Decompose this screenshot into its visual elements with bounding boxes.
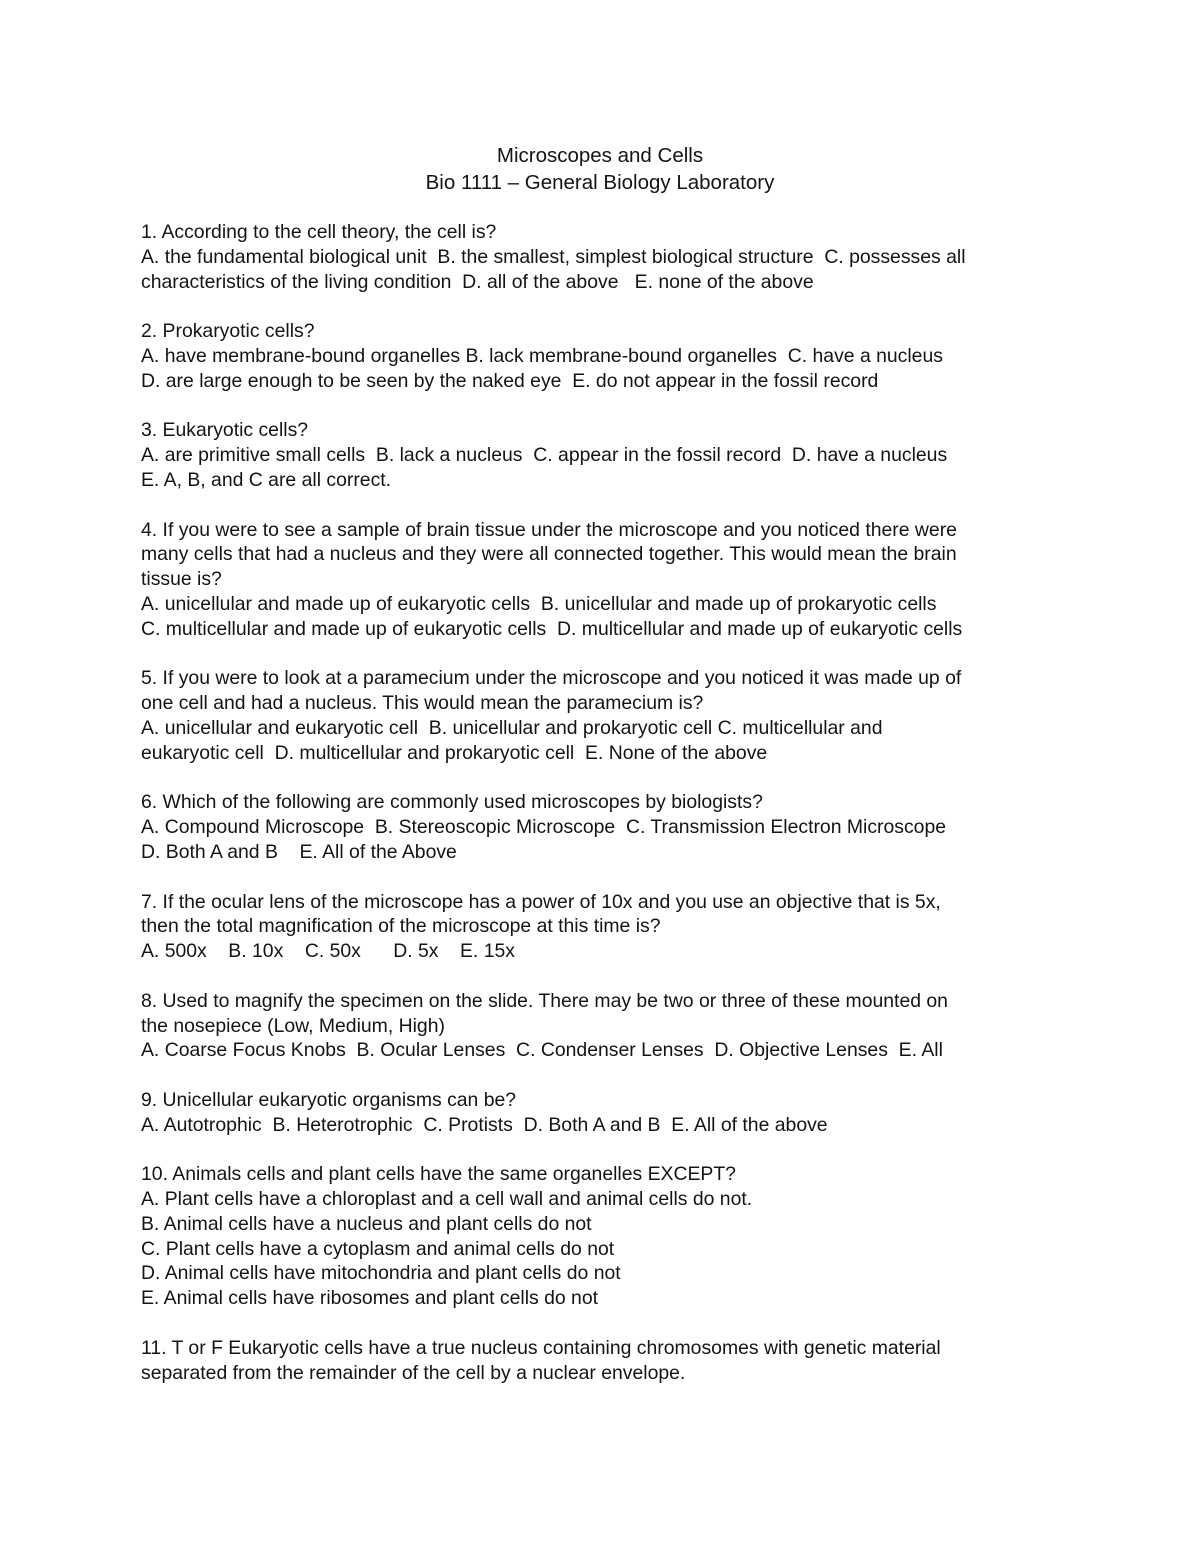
question-text: 7. If the ocular lens of the microscope has a power of 10x and you use an objective that is 5x, [141,890,941,913]
question-4 [141,518,1071,642]
answer-line: A. unicellular and made up of eukaryotic cells B. unicellular and made up of prokaryotic cells [141,592,937,615]
question-text: 4. If you were to see a sample of brain tissue under the microscope and you noticed there were [141,518,957,541]
question-text: 1. According to the cell theory, the cell is? [141,221,497,243]
document-header [0,142,1200,196]
answer-line: D. Animal cells have mitochondria and plant cells do not [141,1262,621,1285]
question-3 [141,418,1071,492]
question-10 [141,1162,1071,1311]
question-text: 10. Animals cells and plant cells have the same organelles EXCEPT? [141,1163,736,1186]
question-text: 8. Used to magnify the specimen on the slide. There may be two or three of these mounted on [141,989,948,1012]
answer-line: C. multicellular and made up of eukaryotic cells D. multicellular and made up of eukaryotic cells [141,617,963,640]
question-8 [141,989,1071,1063]
answer-line: A. the fundamental biological unit B. the smallest, simplest biological structure C. possesses all [141,245,966,268]
answer-line: E. Animal cells have ribosomes and plant cells do not [141,1287,599,1310]
question-7 [141,890,1071,964]
answer-line: one cell and had a nucleus. This would mean the paramecium is? [141,692,704,715]
answer-line: B. Animal cells have a nucleus and plant cells do not [141,1212,592,1235]
answer-line: A. have membrane-bound organelles B. lack membrane-bound organelles C. have a nucleus [141,344,943,367]
answer-line: the nosepiece (Low, Medium, High) [141,1014,445,1037]
answer-line: D. are large enough to be seen by the naked eye E. do not appear in the fossil record [141,369,879,392]
answer-line: characteristics of the living condition D. all of the above E. none of the above [141,270,814,293]
answer-line: A. are primitive small cells B. lack a nucleus C. appear in the fossil record D. have a nucleus [141,444,948,467]
question-1 [141,220,1071,294]
question-text: 2. Prokaryotic cells? [141,320,315,343]
document-title: Microscopes and Cells [496,144,704,167]
question-list [141,220,1071,1410]
answer-line: then the total magnification of the microscope at this time is? [141,915,661,938]
question-text: 3. Eukaryotic cells? [141,419,309,442]
answer-line: E. A, B, and C are all correct. [141,468,392,491]
answer-line: A. Plant cells have a chloroplast and a cell wall and animal cells do not. [141,1188,753,1211]
answer-line: separated from the remainder of the cell by a nuclear envelope. [141,1361,686,1384]
question-text: 11. T or F Eukaryotic cells have a true nucleus containing chromosomes with genetic material [141,1336,941,1359]
question-text: 6. Which of the following are commonly used microscopes by biologists? [141,791,763,814]
question-6 [141,790,1071,864]
answer-line: many cells that had a nucleus and they were all connected together. This would mean the brain [141,543,957,566]
question-2 [141,319,1071,393]
answer-line: A. 500x B. 10x C. 50x D. 5x E. 15x [141,940,515,963]
question-text: 5. If you were to look at a paramecium under the microscope and you noticed it was made up of [141,667,962,690]
question-text: 9. Unicellular eukaryotic organisms can be? [141,1088,517,1111]
answer-line: tissue is? [141,568,222,591]
answer-line: A. Autotrophic B. Heterotrophic C. Protists D. Both A and B E. All of the above [141,1113,828,1136]
document-subtitle: Bio 1111 – General Biology Laboratory [425,171,775,194]
answer-line: A. Coarse Focus Knobs B. Ocular Lenses C. Condenser Lenses D. Objective Lenses E. All [141,1039,943,1062]
answer-line: eukaryotic cell D. multicellular and prokaryotic cell E. None of the above [141,741,768,764]
answer-line: C. Plant cells have a cytoplasm and animal cells do not [141,1237,615,1260]
answer-line: A. Compound Microscope B. Stereoscopic Microscope C. Transmission Electron Microscope [141,816,947,839]
question-9 [141,1088,1071,1138]
question-5 [141,666,1071,765]
answer-line: D. Both A and B E. All of the Above [141,840,457,863]
answer-line: A. unicellular and eukaryotic cell B. unicellular and prokaryotic cell C. multicellular and [141,716,883,739]
question-11 [141,1336,1071,1386]
